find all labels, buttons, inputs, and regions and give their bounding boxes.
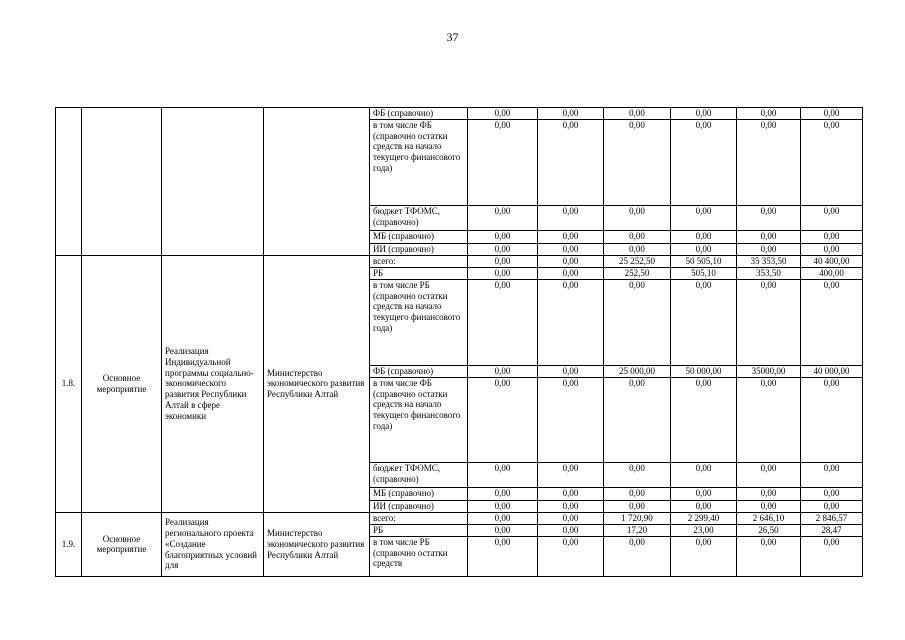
value-cell: 50 000,00 xyxy=(671,365,737,377)
value-cell: 0,00 xyxy=(801,500,863,512)
value-cell: 0,00 xyxy=(538,524,604,536)
value-cell: 0,00 xyxy=(538,119,604,205)
value-cell: 0,00 xyxy=(671,205,737,230)
funding-source-cell: бюджет ТФОМС, (справочно) xyxy=(370,205,468,230)
value-cell: 0,00 xyxy=(468,365,538,377)
value-cell: 0,00 xyxy=(801,279,863,365)
value-cell: 0,00 xyxy=(468,500,538,512)
value-cell: 0,00 xyxy=(604,377,671,462)
value-cell: 0,00 xyxy=(604,243,671,255)
value-cell: 0,00 xyxy=(671,377,737,462)
value-cell: 0,00 xyxy=(801,108,863,120)
value-cell: 0,00 xyxy=(538,243,604,255)
funding-source-cell: в том числе РБ (справочно остатки средств на начало текущего финансового года) xyxy=(370,279,468,365)
budget-table xyxy=(55,107,863,577)
value-cell: 0,00 xyxy=(801,205,863,230)
code-cell xyxy=(56,108,82,256)
value-cell: 252,50 xyxy=(604,267,671,279)
value-cell: 50 505,10 xyxy=(671,255,737,267)
item-kind: Основное мероприятие xyxy=(82,512,162,576)
value-cell: 0,00 xyxy=(604,462,671,487)
value-cell: 0,00 xyxy=(737,377,801,462)
value-cell: 0,00 xyxy=(604,108,671,120)
funding-source-cell: МБ (справочно) xyxy=(370,230,468,243)
value-cell: 0,00 xyxy=(671,500,737,512)
value-cell: 0,00 xyxy=(468,279,538,365)
value-cell: 0,00 xyxy=(801,243,863,255)
funding-source-cell: бюджет ТФОМС, (справочно) xyxy=(370,462,468,487)
value-cell: 353,50 xyxy=(737,267,801,279)
value-cell: 0,00 xyxy=(737,205,801,230)
value-cell: 0,00 xyxy=(671,462,737,487)
page-number: 37 xyxy=(446,30,459,44)
item-number: 1.9. xyxy=(56,512,82,576)
value-cell: 0,00 xyxy=(468,243,538,255)
funding-source-cell: ИИ (справочно) xyxy=(370,500,468,512)
funding-source-cell: в том числе РБ (справочно остатки средств xyxy=(370,536,468,576)
value-cell: 0,00 xyxy=(671,487,737,500)
item-number: 1.8. xyxy=(56,255,82,512)
value-cell: 0,00 xyxy=(801,462,863,487)
funding-source-cell: ФБ (справочно) xyxy=(370,365,468,377)
value-cell: 2 846,57 xyxy=(801,512,863,524)
value-cell: 0,00 xyxy=(801,119,863,205)
value-cell: 0,00 xyxy=(468,487,538,500)
value-cell: 0,00 xyxy=(538,462,604,487)
value-cell: 0,00 xyxy=(737,119,801,205)
value-cell: 0,00 xyxy=(737,279,801,365)
value-cell: 0,00 xyxy=(737,500,801,512)
funding-source-cell: всего: xyxy=(370,255,468,267)
value-cell: 0,00 xyxy=(737,462,801,487)
value-cell: 0,00 xyxy=(468,536,538,576)
value-cell: 0,00 xyxy=(604,279,671,365)
value-cell: 0,00 xyxy=(801,536,863,576)
funding-source-cell: РБ xyxy=(370,524,468,536)
value-cell: 0,00 xyxy=(604,230,671,243)
value-cell: 0,00 xyxy=(671,119,737,205)
value-cell: 0,00 xyxy=(671,279,737,365)
item-title: Реализация регионального проекта «Создание благоприятных условий для xyxy=(162,512,264,576)
value-cell: 23,00 xyxy=(671,524,737,536)
value-cell: 0,00 xyxy=(737,230,801,243)
value-cell: 26,50 xyxy=(737,524,801,536)
value-cell: 0,00 xyxy=(604,536,671,576)
value-cell: 0,00 xyxy=(468,267,538,279)
value-cell: 35 353,50 xyxy=(737,255,801,267)
funding-source-cell: РБ xyxy=(370,267,468,279)
item-responsible: Министерство экономического развития Республики Алтай xyxy=(264,512,370,576)
value-cell: 0,00 xyxy=(468,119,538,205)
value-cell: 0,00 xyxy=(737,536,801,576)
funding-source-cell: в том числе ФБ (справочно остатки средств на начало текущего финансового года) xyxy=(370,377,468,462)
value-cell: 0,00 xyxy=(538,279,604,365)
value-cell: 0,00 xyxy=(538,255,604,267)
value-cell: 0,00 xyxy=(468,108,538,120)
value-cell: 0,00 xyxy=(737,243,801,255)
value-cell: 40 000,00 xyxy=(801,365,863,377)
value-cell: 2 299,40 xyxy=(671,512,737,524)
value-cell: 0,00 xyxy=(737,108,801,120)
responsible-cell xyxy=(264,108,370,256)
value-cell: 0,00 xyxy=(538,536,604,576)
value-cell: 0,00 xyxy=(538,108,604,120)
value-cell: 25 000,00 xyxy=(604,365,671,377)
value-cell: 0,00 xyxy=(737,487,801,500)
item-title: Реализация Индивидуальной программы социально-экономического развития Республики Алтай в сфере экономики xyxy=(162,255,264,512)
item-responsible: Министерство экономического развития Республики Алтай xyxy=(264,255,370,512)
value-cell: 25 252,50 xyxy=(604,255,671,267)
value-cell: 505,10 xyxy=(671,267,737,279)
value-cell: 0,00 xyxy=(468,205,538,230)
table-row xyxy=(56,255,863,267)
value-cell: 0,00 xyxy=(671,108,737,120)
value-cell: 28,47 xyxy=(801,524,863,536)
value-cell: 0,00 xyxy=(801,230,863,243)
value-cell: 0,00 xyxy=(538,205,604,230)
value-cell: 0,00 xyxy=(538,377,604,462)
value-cell: 0,00 xyxy=(801,487,863,500)
value-cell: 0,00 xyxy=(468,462,538,487)
value-cell: 0,00 xyxy=(468,230,538,243)
value-cell: 0,00 xyxy=(538,267,604,279)
value-cell: 0,00 xyxy=(604,500,671,512)
value-cell: 0,00 xyxy=(538,512,604,524)
value-cell: 0,00 xyxy=(671,230,737,243)
value-cell: 0,00 xyxy=(468,512,538,524)
value-cell: 2 646,10 xyxy=(737,512,801,524)
value-cell: 0,00 xyxy=(604,119,671,205)
value-cell: 400,00 xyxy=(801,267,863,279)
value-cell: 40 400,00 xyxy=(801,255,863,267)
funding-source-cell: всего: xyxy=(370,512,468,524)
value-cell: 0,00 xyxy=(468,255,538,267)
value-cell: 0,00 xyxy=(538,230,604,243)
funding-source-cell: МБ (справочно) xyxy=(370,487,468,500)
value-cell: 0,00 xyxy=(604,487,671,500)
value-cell: 0,00 xyxy=(538,500,604,512)
value-cell: 0,00 xyxy=(671,243,737,255)
value-cell: 0,00 xyxy=(801,377,863,462)
value-cell: 17,20 xyxy=(604,524,671,536)
table-row xyxy=(56,512,863,524)
funding-source-cell: ФБ (справочно) xyxy=(370,108,468,120)
funding-source-cell: ИИ (справочно) xyxy=(370,243,468,255)
value-cell: 35000,00 xyxy=(737,365,801,377)
value-cell: 0,00 xyxy=(468,524,538,536)
item-kind: Основное мероприятие xyxy=(82,255,162,512)
value-cell: 0,00 xyxy=(604,205,671,230)
value-cell: 1 720,90 xyxy=(604,512,671,524)
value-cell: 0,00 xyxy=(538,487,604,500)
funding-source-cell: в том числе ФБ (справочно остатки средств на начало текущего финансового года) xyxy=(370,119,468,205)
kind-cell xyxy=(82,108,162,256)
value-cell: 0,00 xyxy=(468,377,538,462)
value-cell: 0,00 xyxy=(538,365,604,377)
value-cell: 0,00 xyxy=(671,536,737,576)
title-cell xyxy=(162,108,264,256)
table-row xyxy=(56,108,863,120)
